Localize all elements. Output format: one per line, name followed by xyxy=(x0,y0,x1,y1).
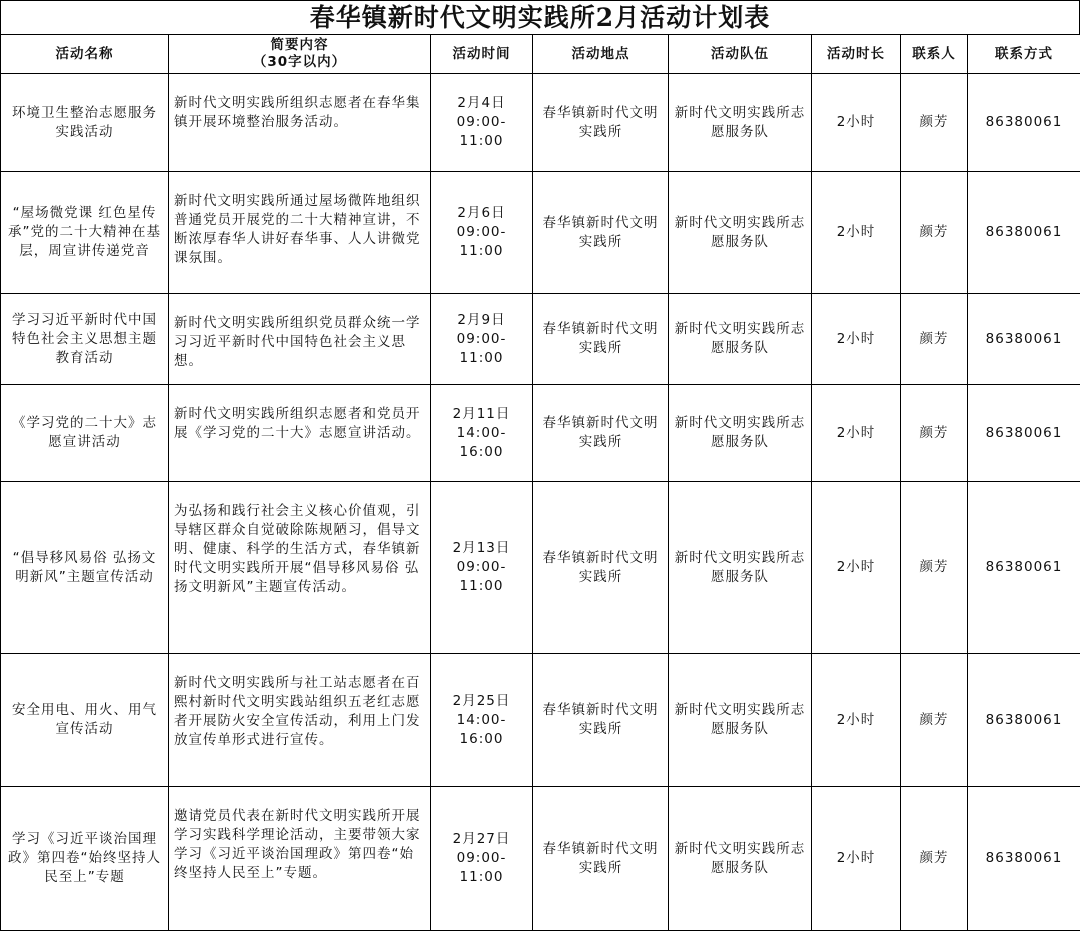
activity-duration: 2小时 xyxy=(812,787,901,931)
activity-time xyxy=(431,172,533,294)
activity-hours: 14:00-16:00 xyxy=(456,424,507,460)
activity-hours: 09:00-11:00 xyxy=(456,559,507,594)
header-content-sub: （30字以内） xyxy=(252,54,347,70)
activity-hours: 09:00-11:00 xyxy=(456,850,507,885)
activity-date: 2月27日 xyxy=(452,831,511,847)
activity-content: 新时代文明实践所组织党员群众统一学习习近平新时代中国特色社会主义思想。 xyxy=(169,294,431,385)
activity-team: 新时代文明实践所志愿服务队 xyxy=(669,482,812,654)
activity-name: 《学习党的二十大》志愿宣讲活动 xyxy=(1,385,169,482)
table-row xyxy=(1,482,1080,654)
activity-place: 春华镇新时代文明实践所 xyxy=(533,654,669,787)
activity-duration: 2小时 xyxy=(812,294,901,385)
header-team: 活动队伍 xyxy=(669,35,812,74)
activity-contact: 颜芳 xyxy=(901,654,968,787)
activity-content: 为弘扬和践行社会主义核心价值观，引导辖区群众自觉破除陈规陋习，倡导文明、健康、科学的生活方式，春华镇新时代文明实践所开展“倡导移风易俗 弘扬文明新风”主题宣传活动。 xyxy=(169,482,431,654)
activity-phone: 86380061 xyxy=(968,74,1080,172)
activity-contact: 颜芳 xyxy=(901,294,968,385)
table-row xyxy=(1,385,1080,482)
activity-phone: 86380061 xyxy=(968,482,1080,654)
activity-hours: 14:00-16:00 xyxy=(456,711,507,747)
activity-duration: 2小时 xyxy=(812,482,901,654)
activity-place: 春华镇新时代文明实践所 xyxy=(533,294,669,385)
activity-hours: 09:00-11:00 xyxy=(456,330,507,366)
activity-phone: 86380061 xyxy=(968,172,1080,294)
activity-place: 春华镇新时代文明实践所 xyxy=(533,385,669,482)
activity-phone: 86380061 xyxy=(968,787,1080,931)
activity-time xyxy=(431,482,533,654)
activity-name: 学习《习近平谈治国理政》第四卷“始终坚持人民至上”专题 xyxy=(1,787,169,931)
activity-date: 2月9日 xyxy=(457,311,506,328)
table-row xyxy=(1,654,1080,787)
activity-name: 学习习近平新时代中国特色社会主义思想主题教育活动 xyxy=(1,294,169,385)
activity-team: 新时代文明实践所志愿服务队 xyxy=(669,172,812,294)
activity-contact: 颜芳 xyxy=(901,172,968,294)
activity-hours: 09:00-11:00 xyxy=(456,114,507,149)
activity-phone: 86380061 xyxy=(968,654,1080,787)
activity-contact: 颜芳 xyxy=(901,74,968,172)
activity-date: 2月6日 xyxy=(457,205,506,221)
activity-time xyxy=(431,654,533,787)
activity-duration: 2小时 xyxy=(812,654,901,787)
activity-content: 邀请党员代表在新时代文明实践所开展学习实践科学理论活动，主要带领大家学习《习近平谈治国理政》第四卷“始终坚持人民至上”专题。 xyxy=(169,787,431,931)
activity-content: 新时代文明实践所组织志愿者在春华集镇开展环境整治服务活动。 xyxy=(169,74,431,172)
activity-duration: 2小时 xyxy=(812,172,901,294)
activity-content: 新时代文明实践所与社工站志愿者在百熙村新时代文明实践站组织五老红志愿者开展防火安全宣传活动，利用上门发放宣传单形式进行宣传。 xyxy=(169,654,431,787)
activity-place: 春华镇新时代文明实践所 xyxy=(533,74,669,172)
activity-time xyxy=(431,294,533,385)
activity-team: 新时代文明实践所志愿服务队 xyxy=(669,654,812,787)
activity-hours: 09:00-11:00 xyxy=(456,224,507,259)
header-phone: 联系方式 xyxy=(968,35,1080,74)
activity-table xyxy=(0,34,1080,931)
table-header-row xyxy=(1,35,1080,74)
activity-place: 春华镇新时代文明实践所 xyxy=(533,172,669,294)
activity-phone: 86380061 xyxy=(968,294,1080,385)
header-duration: 活动时长 xyxy=(812,35,901,74)
activity-team: 新时代文明实践所志愿服务队 xyxy=(669,74,812,172)
header-name: 活动名称 xyxy=(1,35,169,74)
activity-place: 春华镇新时代文明实践所 xyxy=(533,482,669,654)
activity-time xyxy=(431,787,533,931)
activity-content: 新时代文明实践所通过屋场微阵地组织普通党员开展党的二十大精神宣讲，不断浓厚春华人讲好春华事、人人讲微党课氛围。 xyxy=(169,172,431,294)
activity-name: 环境卫生整治志愿服务实践活动 xyxy=(1,74,169,172)
header-content xyxy=(169,35,431,74)
activity-contact: 颜芳 xyxy=(901,385,968,482)
activity-duration: 2小时 xyxy=(812,74,901,172)
page-title: 春华镇新时代文明实践所2月活动计划表 xyxy=(0,0,1080,34)
activity-content: 新时代文明实践所组织志愿者和党员开展《学习党的二十大》志愿宣讲活动。 xyxy=(169,385,431,482)
activity-date: 2月25日 xyxy=(452,692,511,709)
activity-time xyxy=(431,74,533,172)
table-row xyxy=(1,74,1080,172)
header-contact: 联系人 xyxy=(901,35,968,74)
table-row xyxy=(1,787,1080,931)
table-row xyxy=(1,172,1080,294)
activity-name: “倡导移风易俗 弘扬文明新风”主题宣传活动 xyxy=(1,482,169,654)
activity-duration: 2小时 xyxy=(812,385,901,482)
activity-date: 2月11日 xyxy=(452,405,511,422)
activity-team: 新时代文明实践所志愿服务队 xyxy=(669,294,812,385)
activity-team: 新时代文明实践所志愿服务队 xyxy=(669,787,812,931)
header-content-label: 简要内容 xyxy=(270,37,329,53)
activity-phone: 86380061 xyxy=(968,385,1080,482)
activity-time xyxy=(431,385,533,482)
activity-date: 2月13日 xyxy=(452,540,511,556)
activity-team: 新时代文明实践所志愿服务队 xyxy=(669,385,812,482)
activity-contact: 颜芳 xyxy=(901,482,968,654)
activity-name: “屋场微党课 红色星传承”党的二十大精神在基层，周宣讲传递党音 xyxy=(1,172,169,294)
activity-date: 2月4日 xyxy=(457,95,506,111)
header-place: 活动地点 xyxy=(533,35,669,74)
header-time: 活动时间 xyxy=(431,35,533,74)
activity-name: 安全用电、用火、用气宣传活动 xyxy=(1,654,169,787)
activity-place: 春华镇新时代文明实践所 xyxy=(533,787,669,931)
activity-contact: 颜芳 xyxy=(901,787,968,931)
table-row xyxy=(1,294,1080,385)
